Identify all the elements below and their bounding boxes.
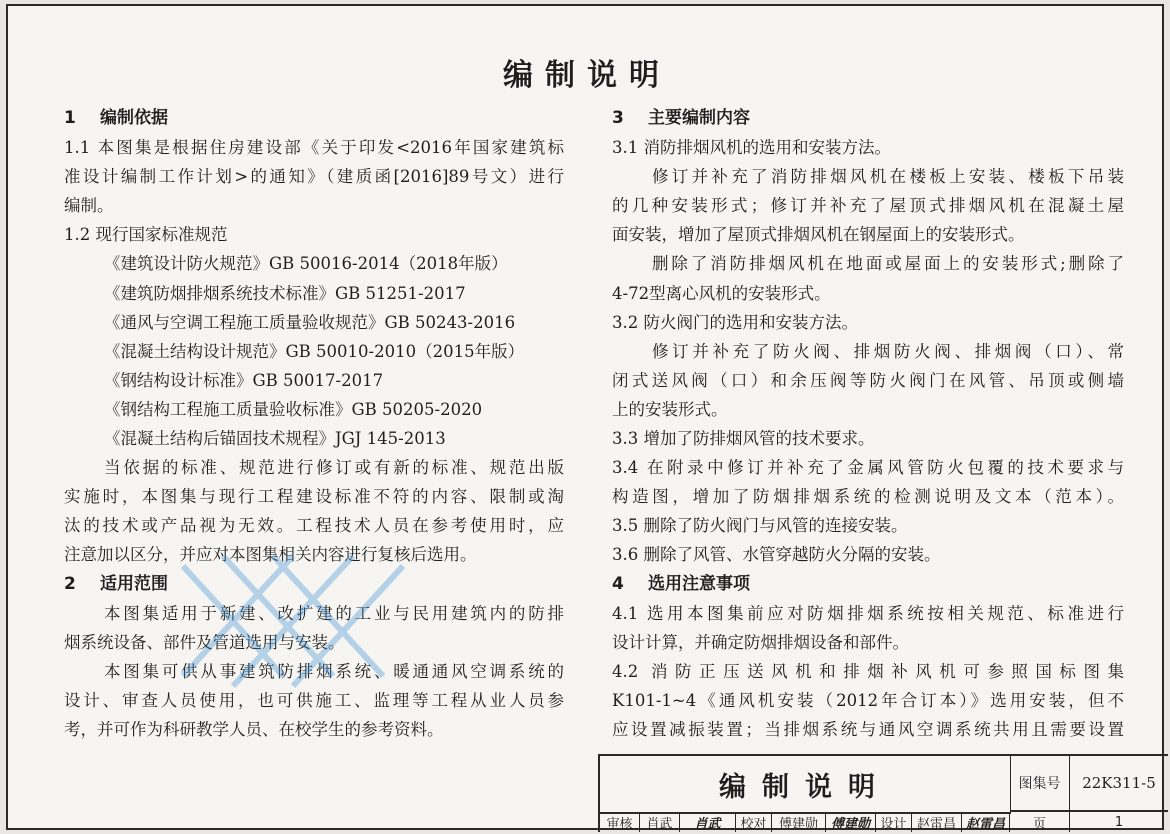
review-label: 审核 [600, 812, 640, 832]
text-line: 实施时，本图集与现行工程建设标准不符的内容、限制或淘 [64, 487, 564, 507]
text-line: 设计、审查人员使用，也可供施工、监理等工程从业人员参 [64, 690, 564, 710]
check-name: 傅建勋 [772, 812, 826, 832]
section-title: 主要编制内容 [648, 108, 750, 128]
text-line: 1.1 本图集是根据住房建设部《关于印发<2016年国家建筑标 [64, 138, 564, 158]
design-label: 设计 [876, 812, 912, 832]
section-title: 适用范围 [100, 573, 168, 594]
text-line: 当依据的标准、规范进行修订或有新的标准、规范出版 [104, 458, 564, 478]
text-line: 4-72型离心风机的安装形式。 [612, 283, 831, 303]
text-line: 《钢结构设计标准》GB 50017-2017 [104, 370, 384, 390]
section-title: 编制依据 [100, 108, 168, 128]
text-line: 《建筑防烟排烟系统技术标准》GB 51251-2017 [104, 283, 466, 303]
text-line: 修订并补充了防火阀、排烟防火阀、排烟阀（口）、常 [652, 341, 1124, 361]
text-line: 3.5 删除了防火阀门与风管的连接安装。 [612, 516, 908, 536]
text-line: 3.4 在附录中修订并补充了金属风管防火包覆的技术要求与 [612, 458, 1124, 478]
signature-row [600, 812, 1168, 832]
text-line: 汰的技术或产品视为无效。工程技术人员在参考使用时，应 [64, 516, 564, 536]
page-title: 编制说明 [503, 58, 671, 93]
text-line: 3.3 增加了防排烟风管的技术要求。 [612, 429, 875, 449]
section-heading [64, 104, 564, 133]
text-line: K101-1~4《通风机安装（2012年合订本）》选用安装，但不 [612, 690, 1124, 710]
text-line: 删除了消防排烟风机在地面或屋面上的安装形式;删除了 [652, 254, 1124, 274]
text-line: 烟系统设备、部件及管道选用与安装。 [64, 632, 345, 652]
section-heading [612, 104, 1124, 133]
design-name: 赵雷昌 [912, 812, 962, 832]
review-signature: 肖武 [680, 812, 736, 832]
text-line: 3.2 防火阀门的选用和安装方法。 [612, 312, 858, 332]
title-block [598, 754, 1168, 832]
text-line: 考，并可作为科研教学人员、在校学生的参考资料。 [64, 719, 444, 739]
text-line: 本图集适用于新建、改扩建的工业与民用建筑内的防排 [104, 603, 564, 623]
atlas-number-label: 图集号 [1010, 756, 1070, 812]
text-line: 面安装，增加了屋顶式排烟风机在钢屋面上的安装形式。 [612, 225, 1025, 245]
check-label: 校对 [736, 812, 772, 832]
check-signature: 傅建勋 [826, 812, 876, 832]
section-heading [612, 570, 1124, 599]
drawing-sheet [6, 4, 1164, 830]
text-line: 《混凝土结构设计规范》GB 50010-2010（2015年版） [104, 341, 525, 361]
text-line: 应设置减振装置；当排烟系统与通风空调系统共用且需要设置 [612, 719, 1124, 739]
title-block-title: 编制说明 [600, 756, 1011, 814]
page-label: 页 [1010, 812, 1070, 832]
review-name: 肖武 [640, 812, 680, 832]
section-number: 3 [612, 108, 624, 128]
text-line: 闭式送风阀（口）和余压阀等防火阀门在风管、吊顶或侧墙 [612, 370, 1124, 390]
text-line: 上的安装形式。 [612, 399, 728, 419]
design-signature: 赵雷昌 [962, 812, 1010, 832]
text-line: 编制。 [64, 196, 114, 216]
text-line: 《钢结构工程施工质量验收标准》GB 50205-2020 [104, 399, 483, 419]
text-line: 《混凝土结构后锚固技术规程》JGJ 145-2013 [104, 429, 446, 449]
text-line: 设计计算，并确定防烟排烟设备和部件。 [612, 632, 909, 652]
text-line: 3.1 消防排烟风机的选用和安装方法。 [612, 138, 891, 158]
page-number: 1 [1114, 814, 1124, 830]
text-line: 注意加以区分，并应对本图集相关内容进行复核后选用。 [64, 545, 477, 565]
section-number: 4 [612, 573, 624, 594]
section-title: 选用注意事项 [648, 573, 750, 594]
text-line: 4.2 消防正压送风机和排烟补风机可参照国标图集 [612, 661, 1124, 681]
text-line: 1.2 现行国家标准规范 [64, 225, 228, 245]
watermark-graphic [163, 546, 413, 696]
text-line: 3.6 删除了风管、水管穿越防火分隔的安装。 [612, 545, 941, 565]
atlas-number: 22K311-5 [1070, 756, 1168, 812]
section-number: 2 [64, 573, 76, 594]
right-column [612, 104, 1124, 744]
text-line: 4.1 选用本图集前应对防烟排烟系统按相关规范、标准进行 [612, 603, 1124, 623]
text-line: 准设计编制工作计划>的通知》（建质函[2016]89号文）进行 [64, 167, 564, 187]
text-line: 《通风与空调工程施工质量验收规范》GB 50243-2016 [104, 312, 516, 332]
text-line: 的几种安装形式；修订并补充了屋顶式排烟风机在混凝土屋 [612, 196, 1124, 216]
text-line: 修订并补充了消防排烟风机在楼板上安装、楼板下吊装 [652, 167, 1124, 187]
text-line: 本图集可供从事建筑防排烟系统、暖通通风空调系统的 [104, 661, 564, 681]
text-line: 《建筑设计防火规范》GB 50016-2014（2018年版） [104, 254, 508, 274]
section-number: 1 [64, 108, 76, 128]
text-line: 构造图，增加了防烟排烟系统的检测说明及文本（范本）。 [612, 487, 1124, 507]
